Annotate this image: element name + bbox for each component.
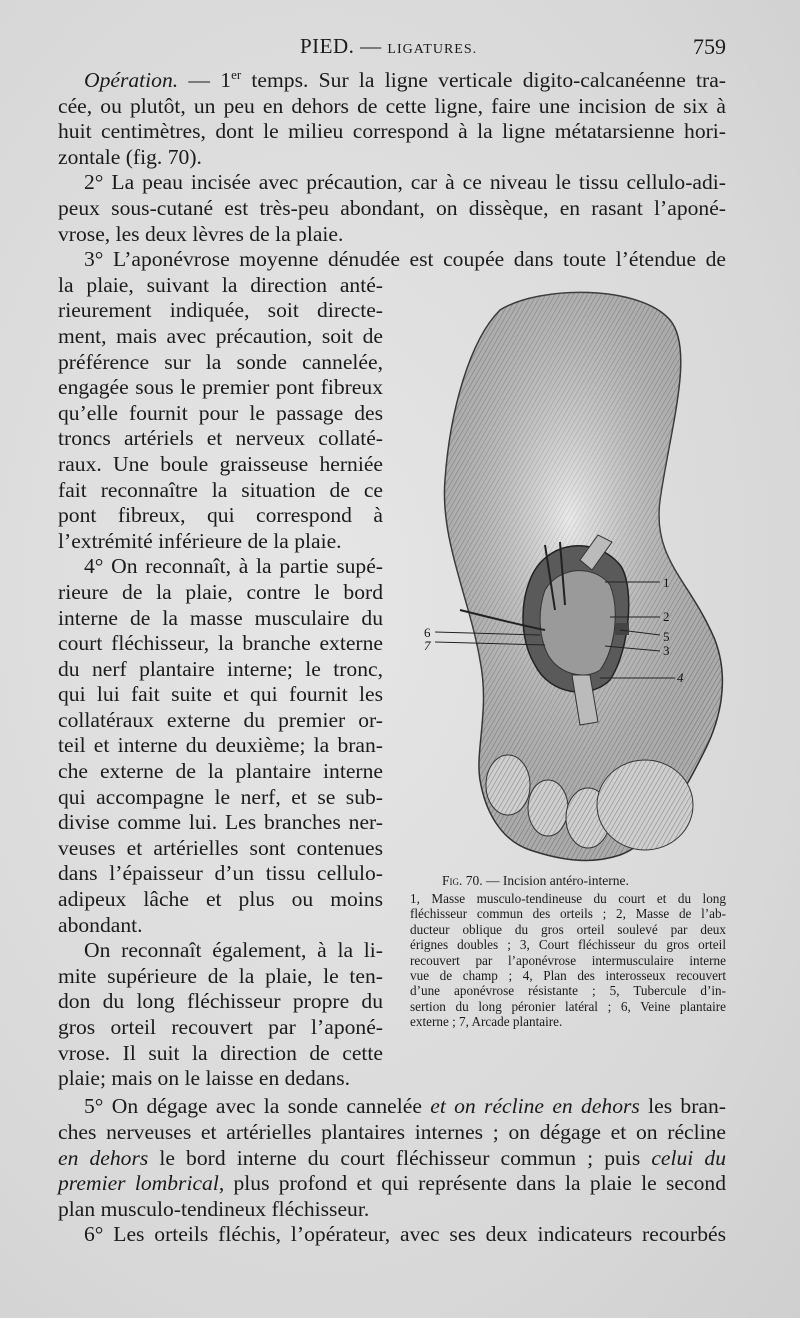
title-sub: LIGATURES. bbox=[387, 42, 478, 57]
text-line: plan musculo-tendineux fléchisseur. bbox=[58, 1196, 370, 1221]
running-header bbox=[0, 34, 800, 64]
text-line: mite supérieure de la plaie, le ten- bbox=[58, 963, 383, 988]
text-line: veuses et artérielles sont contenues bbox=[58, 835, 383, 860]
text-line: plaie; mais on le laisse en dedans. bbox=[58, 1066, 351, 1091]
text-line: gros orteil recouvert par l’aponé- bbox=[58, 1015, 383, 1040]
text-line: zontale (fig. 70). bbox=[58, 144, 202, 169]
caption-line: fléchisseur commun des orteils ; 2, Masse de l’ab- bbox=[410, 906, 726, 922]
text-line: qui accompagne le nerf, et se sub- bbox=[58, 784, 383, 809]
foot-illustration bbox=[420, 280, 740, 880]
text-line: préférence sur la sonde cannelée, bbox=[58, 349, 383, 374]
toe bbox=[486, 755, 530, 815]
text-line: Opération. — 1er temps. Sur la ligne verticale digito-calcanéenne tra- bbox=[84, 67, 727, 92]
text-line: peux sous-cutané est très-peu abondant, on dissèque, en rasant l’aponé- bbox=[58, 195, 726, 220]
title-dash: — bbox=[354, 34, 388, 58]
label-6: 6 bbox=[424, 625, 431, 640]
text-line: interne de la masse musculaire du bbox=[58, 605, 383, 630]
title-main: PIED. bbox=[300, 34, 355, 58]
top-text-block bbox=[58, 68, 726, 273]
text-line: 5° On dégage avec la sonde cannelée et on récline en dehors les bran- bbox=[84, 1094, 726, 1119]
caption-line: 1, Masse musculo-tendineuse du court et du long bbox=[410, 891, 726, 906]
text-line: collatéraux externe du premier or- bbox=[58, 707, 383, 732]
text-line: ches nerveuses et artérielles plantaires internes ; on dégage et on récline bbox=[58, 1119, 726, 1144]
text-line: rieure de la plaie, contre le bord bbox=[58, 579, 383, 604]
caption-line: érignes doubles ; 3, Court fléchisseur du gros orteil bbox=[410, 937, 726, 953]
text-line: troncs artériels et nerveux collaté- bbox=[58, 426, 383, 451]
text-line: On reconnaît également, à la li- bbox=[84, 938, 383, 963]
label-2: 2 bbox=[663, 609, 670, 624]
text-line: vrose. Il suit la direction de cette bbox=[58, 1040, 383, 1065]
caption-line: ducteur oblique du gros orteil soulevé par deux bbox=[410, 921, 726, 937]
text-line: qu’elle fournit pour le passage des bbox=[58, 400, 383, 425]
text-line: teil et interne du deuxième; la bran- bbox=[58, 733, 383, 758]
text-line: fait reconnaître la situation de ce bbox=[58, 477, 383, 502]
text-line: huit centimètres, dont le milieu correspond à la ligne métatarsienne hori- bbox=[58, 119, 726, 144]
bottom-text-block bbox=[58, 1094, 726, 1248]
text-line: dans l’épaisseur d’un tissu cellulo- bbox=[58, 861, 383, 886]
text-line: premier lombrical, plus profond et qui représente dans la plaie le second bbox=[58, 1171, 726, 1196]
label-1: 1 bbox=[663, 575, 670, 590]
figure-number: Fig. 70. bbox=[442, 873, 483, 888]
page-number: 759 bbox=[693, 34, 726, 59]
left-column-text bbox=[58, 273, 383, 1092]
foot-anatomy-figure bbox=[420, 280, 740, 880]
text-line: 2° La peau incisée avec précaution, car à ce niveau le tissu cellulo-adi- bbox=[84, 170, 726, 195]
text-line: court fléchisseur, la branche externe bbox=[58, 631, 383, 656]
text-line: la plaie, suivant la direction anté- bbox=[58, 272, 383, 297]
label-4: 4 bbox=[677, 670, 684, 685]
text-line: che externe de la plantaire interne bbox=[58, 759, 383, 784]
text-line: du nerf plantaire interne; le tronc, bbox=[58, 656, 383, 681]
text-line: 4° On reconnaît, à la partie supé- bbox=[84, 554, 383, 579]
text-line: l’extrémité inférieure de la plaie. bbox=[58, 528, 342, 553]
text-line: qui lui fait suite et qui fournit les bbox=[58, 682, 383, 707]
figure-caption-title bbox=[442, 873, 629, 889]
text-line: abondant. bbox=[58, 912, 143, 937]
text-line: adipeux lâche et plus ou moins bbox=[58, 887, 383, 912]
label-7: 7 bbox=[424, 638, 431, 653]
running-title bbox=[300, 34, 477, 59]
text-line: rieurement indiquée, soit directe- bbox=[58, 298, 383, 323]
figure-legend bbox=[384, 891, 726, 1030]
toe bbox=[597, 760, 693, 850]
tubercle bbox=[615, 623, 629, 635]
text-line: ment, mais avec précaution, soit de bbox=[58, 323, 383, 348]
toe bbox=[528, 780, 568, 836]
caption-line: vue de champ ; 4, Plan des interosseux recouvert bbox=[410, 967, 726, 983]
text-line: 3° L’aponévrose moyenne dénudée est coupée dans toute l’étendue de bbox=[84, 247, 726, 272]
text-line: cée, ou plutôt, un peu en dehors de cette ligne, faire une incision de six à bbox=[58, 93, 726, 118]
text-line: don du long fléchisseur propre du bbox=[58, 989, 383, 1014]
text-line: en dehors le bord interne du court fléchisseur commun ; puis celui du bbox=[58, 1145, 726, 1170]
text-line: divise comme lui. Les branches ner- bbox=[58, 810, 383, 835]
text-line: pont fibreux, qui correspond à bbox=[58, 503, 383, 528]
caption-line: d’une aponévrose résistante ; 5, Tubercule d’in- bbox=[410, 983, 726, 999]
text-line: vrose, les deux lèvres de la plaie. bbox=[58, 221, 344, 246]
text-line: 6° Les orteils fléchis, l’opérateur, avec ses deux indicateurs recourbés bbox=[84, 1222, 726, 1247]
caption-line: recouvert par l’aponévrose intermusculaire interne bbox=[410, 952, 726, 968]
label-5: 5 bbox=[663, 629, 670, 644]
text-line: raux. Une boule graisseuse herniée bbox=[58, 451, 383, 476]
text-line: engagée sous le premier pont fibreux bbox=[58, 375, 383, 400]
caption-line: externe ; 7, Arcade plantaire. bbox=[410, 1014, 563, 1030]
figure-title: — Incision antéro-interne. bbox=[482, 873, 629, 888]
label-3: 3 bbox=[663, 643, 670, 658]
caption-line: sertion du long péronier latéral ; 6, Veine plantaire bbox=[410, 998, 726, 1014]
